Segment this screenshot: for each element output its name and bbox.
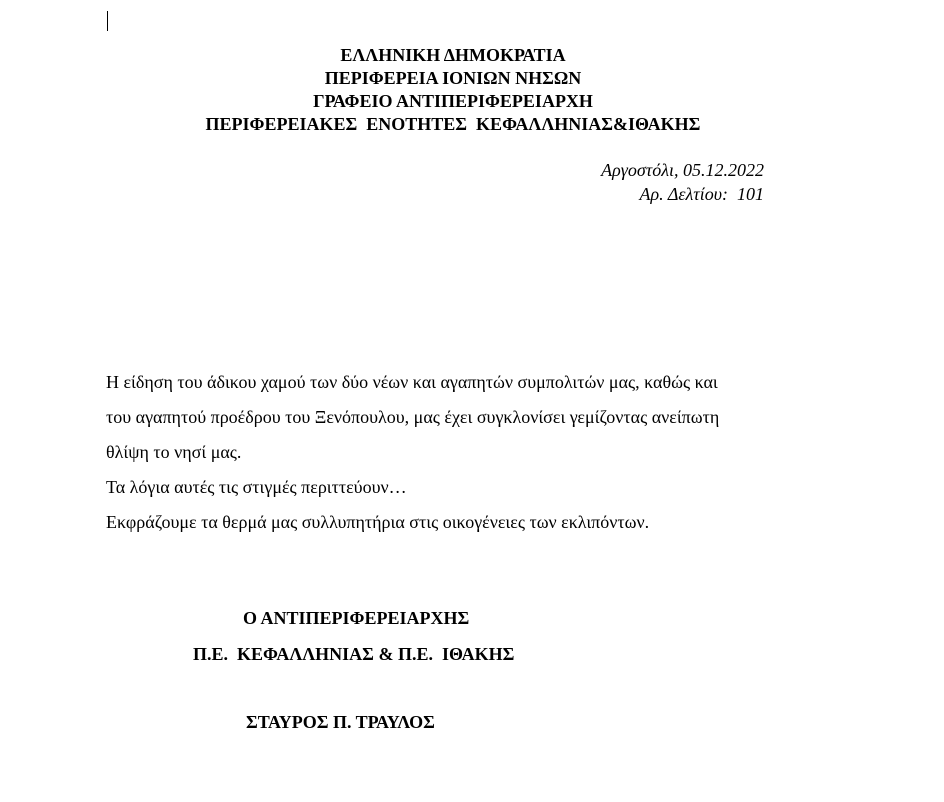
bulletin-number: Αρ. Δελτίου: 101: [639, 184, 764, 204]
body-line: Τα λόγια αυτές τις στιγμές περιττεύουν…: [106, 477, 407, 497]
body-line: Εκφράζουμε τα θερμά μας συλλυπητήρια στις οικογένειες των εκλιπόντων.: [106, 512, 650, 532]
date-and-number: [601, 158, 764, 206]
body-line: θλίψη το νησί μας.: [106, 442, 242, 462]
signature-name: ΣΤΑΥΡΟΣ Π. ΤΡΑΥΛΟΣ: [246, 712, 435, 732]
body-line: του αγαπητού προέδρου του Ξενόπουλου, μας έχει συγκλονίσει γεμίζοντας ανείπωτη: [106, 407, 720, 427]
letterhead-office: ΓΡΑΦΕΙΟ ΑΝΤΙΠΕΡΙΦΕΡΕΙΑΡΧΗ: [313, 91, 593, 111]
letterhead-region: ΠΕΡΙΦΕΡΕΙΑ ΙΟΝΙΩΝ ΝΗΣΩΝ: [324, 68, 582, 88]
text-cursor: [107, 11, 108, 31]
document-body: [106, 365, 806, 540]
letterhead-units: ΠΕΡΙΦΕΡΕΙΑΚΕΣ ΕΝΟΤΗΤΕΣ ΚΕΦΑΛΛΗΝΙΑΣ&ΙΘΑΚΗΣ: [205, 114, 701, 134]
place-date: Αργοστόλι, 05.12.2022: [601, 160, 764, 180]
body-line: Η είδηση του άδικου χαμού των δύο νέων και αγαπητών συμπολιτών μας, καθώς και: [106, 372, 718, 392]
signature-units: Π.Ε. ΚΕΦΑΛΛΗΝΙΑΣ & Π.Ε. ΙΘΑΚΗΣ: [193, 644, 515, 664]
letterhead-country: ΕΛΛΗΝΙΚΗ ΔΗΜΟΚΡΑΤΙΑ: [340, 45, 566, 65]
letterhead: [0, 44, 906, 136]
signature-title: Ο ΑΝΤΙΠΕΡΙΦΕΡΕΙΑΡΧΗΣ: [243, 608, 470, 628]
